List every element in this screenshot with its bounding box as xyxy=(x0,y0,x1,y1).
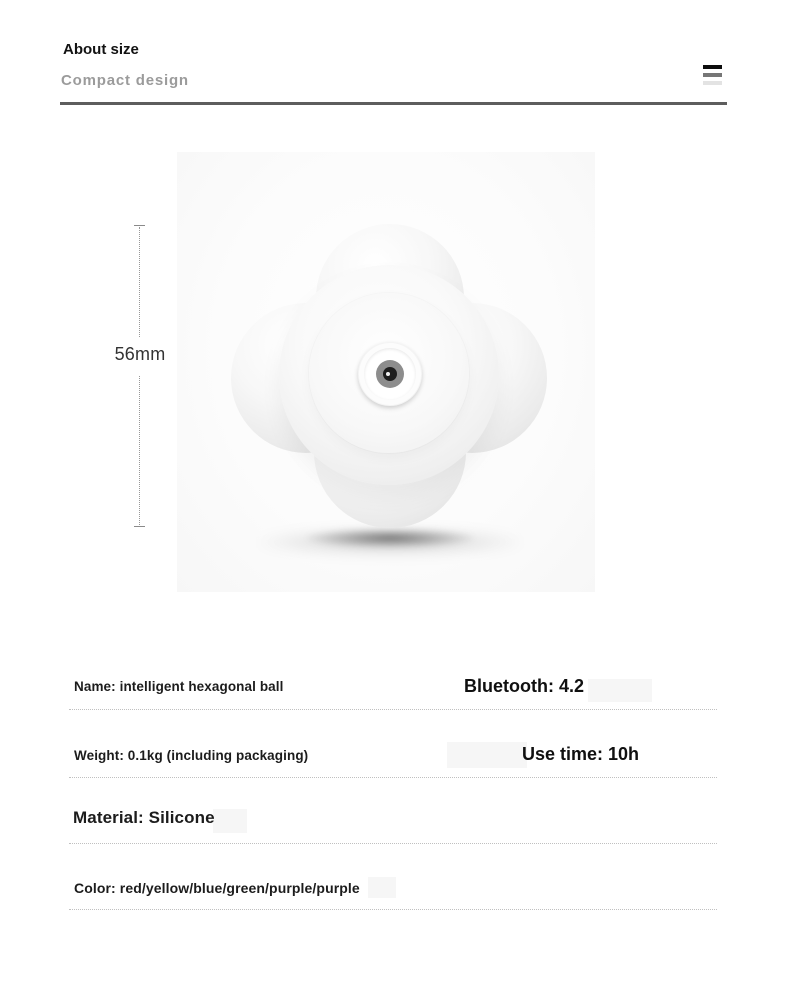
hamburger-bar xyxy=(703,73,722,77)
dimension-line-upper xyxy=(139,227,140,337)
header-divider xyxy=(60,102,727,105)
spec-divider xyxy=(69,709,717,710)
product-shadow xyxy=(306,528,474,548)
spec-material: Material: Silicone xyxy=(73,808,215,827)
spec-name: Name: intelligent hexagonal ball xyxy=(74,679,284,694)
dimension-label: 56mm xyxy=(114,344,166,364)
hamburger-bar xyxy=(703,81,722,85)
spec-color: Color: red/yellow/blue/green/purple/purple xyxy=(74,880,360,896)
page-subtitle: Compact design xyxy=(61,72,189,89)
spec-bluetooth: Bluetooth: 4.2 xyxy=(464,676,584,696)
spec-weight: Weight: 0.1kg (including packaging) xyxy=(74,748,309,763)
hamburger-bar xyxy=(703,65,722,69)
page-title: About size xyxy=(63,41,139,58)
faint-highlight xyxy=(368,877,396,898)
spec-divider xyxy=(69,909,717,910)
faint-highlight xyxy=(447,742,527,768)
spec-divider xyxy=(69,843,717,844)
dimension-cap-bottom xyxy=(134,526,145,527)
camera-lens-highlight xyxy=(386,372,390,376)
hamburger-icon[interactable] xyxy=(703,65,722,86)
faint-highlight xyxy=(588,679,652,702)
dimension-line-lower xyxy=(139,376,140,525)
dimension-cap-top xyxy=(134,225,145,226)
faint-highlight xyxy=(213,809,247,833)
spec-divider xyxy=(69,777,717,778)
spec-use-time: Use time: 10h xyxy=(522,744,640,764)
